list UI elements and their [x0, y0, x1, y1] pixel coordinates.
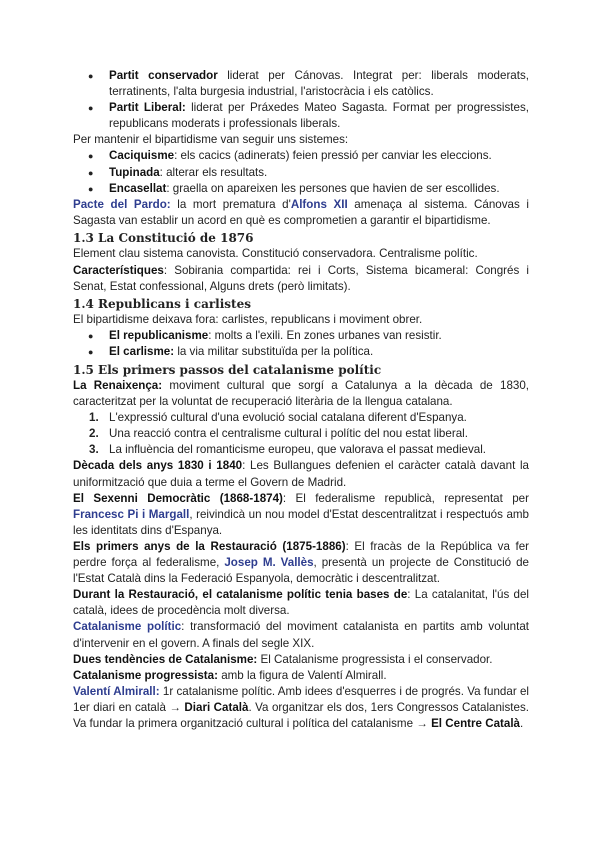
paragraph-text: : La catalanitat, l'ús del català, idees de procedència molt diversa. [73, 588, 529, 618]
person-name: Francesc Pi i Margall [73, 507, 190, 521]
item-term: Partit Liberal: [109, 101, 186, 115]
item-text: : graella on apareixen les persones que havien de ser escollides. [166, 181, 500, 195]
paragraph-text: la mort prematura d' [170, 197, 291, 211]
section-heading-1-4: 1.4 Republicans i carlistes [73, 296, 251, 311]
item-number: 3. [89, 443, 99, 457]
list-item [73, 148, 529, 164]
valenti-paragraph [73, 684, 529, 732]
item-number: 2. [89, 427, 99, 441]
paragraph-text: moviment cultural que sorgí a Catalunya a la dècada de 1830, caracteritzat per la voluntat de recuperació literària de la llengua catalana. [73, 379, 530, 409]
paragraph-term: Característiques [73, 263, 164, 277]
newspaper-name: Diari Català [184, 700, 249, 714]
parties-list [73, 68, 529, 132]
person-name: Valentí Almirall: [73, 684, 160, 698]
paragraph-term: Durant la Restauració, el catalanisme polític tenia bases de [73, 588, 408, 602]
republicans-list [73, 328, 529, 360]
list-item [73, 344, 529, 360]
paragraph-text: : Sobirania compartida: rei i Corts, Sistema bicameral: Congrés i Senat, Estat confessional, Alguns drets (però limitats). [73, 263, 529, 293]
item-text: La influència del romanticisme europeu, que valorava el passat medieval. [109, 443, 487, 457]
item-term: El republicanisme [109, 329, 209, 343]
restauracio-paragraph [73, 539, 529, 587]
paragraph-text: 1r catalanisme polític. Amb idees d'esquerres i de progrés. Va fundar el 1er diari en català → [73, 684, 529, 714]
systems-list [73, 148, 529, 196]
paragraph-term: Els primers anys de la Restauració (1875-1886) [73, 539, 346, 553]
paragraph-text: , presentà un projecte de Constitució de l'Estat Català dins la Federació Espanyola, democràtic i descentralitzat. [73, 556, 529, 586]
person-name: Alfons XII [290, 197, 348, 211]
constitution-paragraph: Element clau sistema canovista. Constitució conservadora. Centralisme polític. [73, 247, 478, 261]
durant-paragraph [73, 587, 529, 619]
item-text: : molts a l'exili. En zones urbanes van resistir. [208, 329, 442, 343]
characteristics-paragraph [73, 263, 529, 295]
list-item [73, 100, 529, 132]
item-term: Encasellat [109, 181, 167, 195]
dues-tendencies-paragraph [73, 652, 529, 668]
item-text: la via militar substituïda per la política. [174, 345, 374, 359]
item-term: Caciquisme [109, 149, 175, 163]
progressista-paragraph [73, 668, 529, 684]
paragraph-term: Catalanisme progressista: [73, 668, 218, 682]
sexenni-paragraph [73, 491, 529, 539]
paragraph-text: amenaça al sistema. Cánovas i Sagasta van establir un acord en què es comprometien a garantir el bipartidisme. [73, 197, 529, 227]
republicans-intro: El bipartidisme deixava fora: carlistes, republicans i moviment obrer. [73, 313, 423, 327]
paragraph-term: Catalanisme polític [73, 620, 182, 634]
organization-name: El Centre Català [431, 716, 520, 730]
renaixenca-paragraph [73, 378, 529, 410]
section-heading-1-3: 1.3 La Constitució de 1876 [73, 230, 254, 245]
list-item [73, 328, 529, 344]
paragraph-text: : Les Bullangues defenien el caràcter català davant la uniformització que duia a terme el Govern de Madrid. [73, 459, 529, 489]
pacte-paragraph [73, 197, 529, 229]
item-text: L'expressió cultural d'una evolució social catalana diferent d'Espanya. [109, 411, 467, 425]
catalanisme-politic-paragraph [73, 619, 529, 651]
paragraph-text: amb la figura de Valentí Almirall. [217, 668, 387, 682]
paragraph-text: . [520, 716, 524, 730]
item-term: Partit conservador [109, 69, 218, 82]
paragraph-text: . Va organitzar els dos, 1ers Congressos Catalanistes. Va fundar la primera organització cultural i política del catalanisme → [73, 700, 529, 730]
item-text: : alterar els resultats. [159, 165, 268, 179]
numbered-item [73, 410, 529, 426]
paragraph-term: Dues tendències de Catalanisme: [73, 652, 258, 666]
list-item [73, 68, 529, 100]
paragraph-text: : transformació del moviment catalanista en partits amb voluntat d'intervenir en el govern. A finals del segle XIX. [73, 620, 530, 650]
paragraph-text: El Catalanisme progressista i el conservador. [257, 652, 493, 666]
systems-intro: Per mantenir el bipartidisme van seguir uns sistemes: [73, 133, 349, 147]
pacte-term: Pacte del Pardo: [73, 197, 171, 211]
paragraph-text: : El fracàs de la República va fer perdre força al federalisme, [73, 539, 529, 570]
item-term: Tupinada [109, 165, 160, 179]
list-item [73, 165, 529, 181]
paragraph-text: : El federalisme republicà, representat per [282, 491, 529, 505]
numbered-item [73, 426, 529, 442]
item-text: liderat per Cánovas. Integrat per: liberals moderats, terratinents, l'alta burgesia industrial, l'aristocràcia i els catòlics. [109, 69, 529, 99]
numbered-item [73, 442, 529, 458]
person-name: Josep M. Vallès [224, 556, 314, 570]
paragraph-text: , reivindicà un nou model d'Estat descentralitzat i respectuós amb les identitats dins d'Espanya. [73, 507, 529, 537]
renaixenca-list [73, 410, 529, 458]
item-term: El carlisme: [109, 345, 175, 359]
list-item [73, 181, 529, 197]
paragraph-term: Dècada dels anys 1830 i 1840 [73, 459, 243, 473]
item-number: 1. [89, 411, 99, 425]
item-text: liderat per Práxedes Mateo Sagasta. Format per progressistes, republicans moderats i professionals liberals. [109, 101, 529, 131]
decada-paragraph [73, 458, 529, 490]
item-text: Una reacció contra el centralisme cultural i polític del nou estat liberal. [109, 427, 468, 441]
paragraph-term: El Sexenni Democràtic (1868-1874) [73, 491, 283, 505]
document-page [73, 68, 529, 732]
paragraph-term: La Renaixença: [73, 379, 163, 392]
item-text: : els cacics (adinerats) feien pressió per canviar les eleccions. [174, 149, 492, 163]
section-heading-1-5: 1.5 Els primers passos del catalanisme polític [73, 362, 382, 377]
